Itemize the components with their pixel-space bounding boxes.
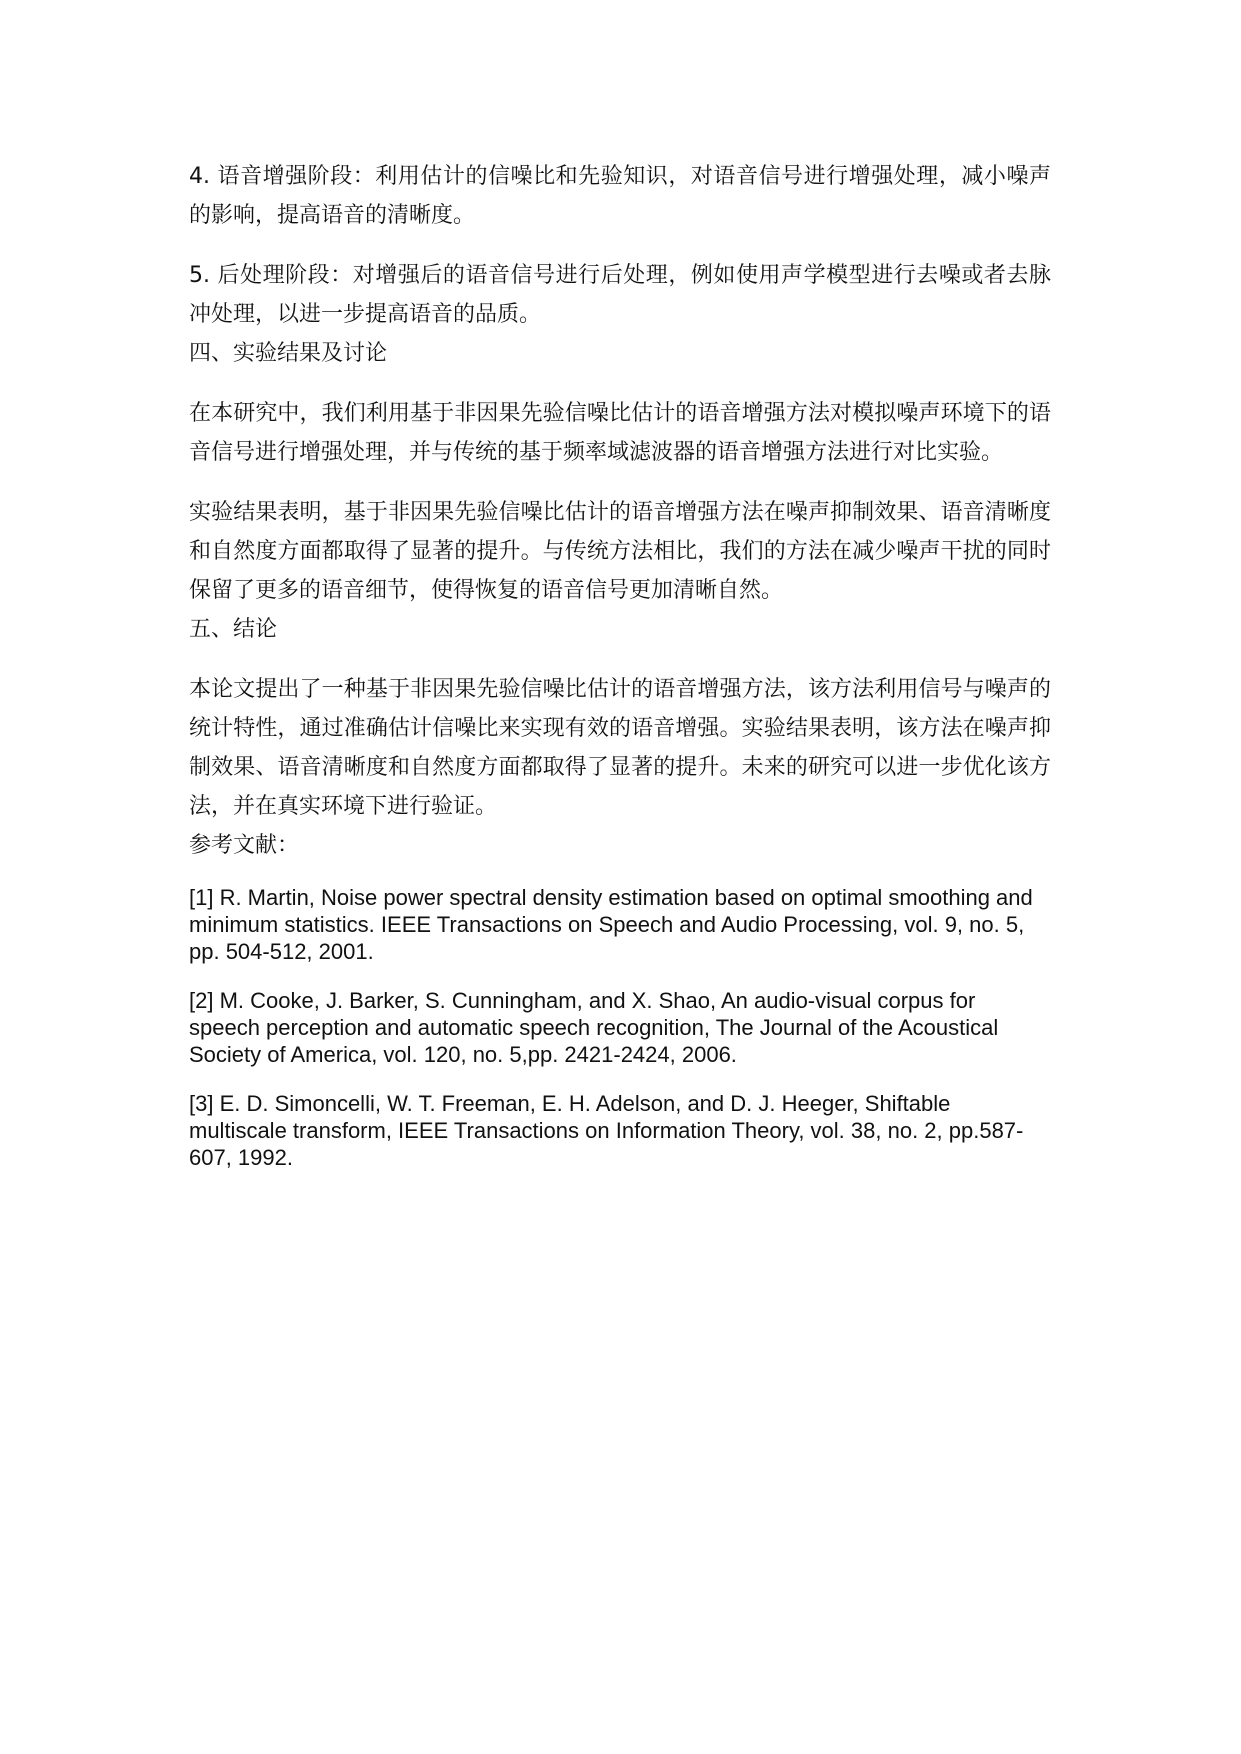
stage-5-paragraph: 5. 后处理阶段：对增强后的语音信号进行后处理，例如使用声学模型进行去噪或者去脉冲处理，以进一步提高语音的品质。 bbox=[189, 263, 1051, 327]
references-list bbox=[189, 884, 1051, 1171]
experiment-paragraph-1: 在本研究中，我们利用基于非因果先验信噪比估计的语音增强方法对模拟噪声环境下的语音信号进行增强处理，并与传统的基于频率域滤波器的语音增强方法进行对比实验。 bbox=[189, 401, 1051, 465]
section-4-heading: 四、实验结果及讨论 bbox=[189, 341, 388, 366]
references-heading: 参考文献： bbox=[189, 833, 300, 858]
reference-item-2: [2] M. Cooke, J. Barker, S. Cunningham, and X. Shao, An audio-visual corpus for speech perception and automatic speech recognition, The Journal of the Acoustical Society of America, vol. 120, no. 5,pp. 2421-2424, 2006. bbox=[189, 988, 999, 1067]
reference-item-3: [3] E. D. Simoncelli, W. T. Freeman, E. H. Adelson, and D. J. Heeger, Shiftable multiscale transform, IEEE Transactions on Information Theory, vol. 38, no. 2, pp.587-607, 1992. bbox=[189, 1091, 1024, 1170]
document-page bbox=[189, 157, 1051, 1171]
experiment-paragraph-2: 实验结果表明，基于非因果先验信噪比估计的语音增强方法在噪声抑制效果、语音清晰度和自然度方面都取得了显著的提升。与传统方法相比，我们的方法在减少噪声干扰的同时保留了更多的语音细节，使得恢复的语音信号更加清晰自然。 bbox=[189, 500, 1051, 603]
section-5-heading: 五、结论 bbox=[189, 617, 278, 642]
stage-4-paragraph: 4. 语音增强阶段：利用估计的信噪比和先验知识，对语音信号进行增强处理，减小噪声的影响，提高语音的清晰度。 bbox=[189, 164, 1051, 228]
conclusion-paragraph: 本论文提出了一种基于非因果先验信噪比估计的语音增强方法，该方法利用信号与噪声的统计特性，通过准确估计信噪比来实现有效的语音增强。实验结果表明，该方法在噪声抑制效果、语音清晰度和自然度方面都取得了显著的提升。未来的研究可以进一步优化该方法，并在真实环境下进行验证。 bbox=[189, 677, 1051, 819]
reference-item-1: [1] R. Martin, Noise power spectral density estimation based on optimal smoothing and minimum statistics. IEEE Transactions on Speech and Audio Processing, vol. 9, no. 5, pp. 504-512, 2001. bbox=[189, 885, 1033, 964]
